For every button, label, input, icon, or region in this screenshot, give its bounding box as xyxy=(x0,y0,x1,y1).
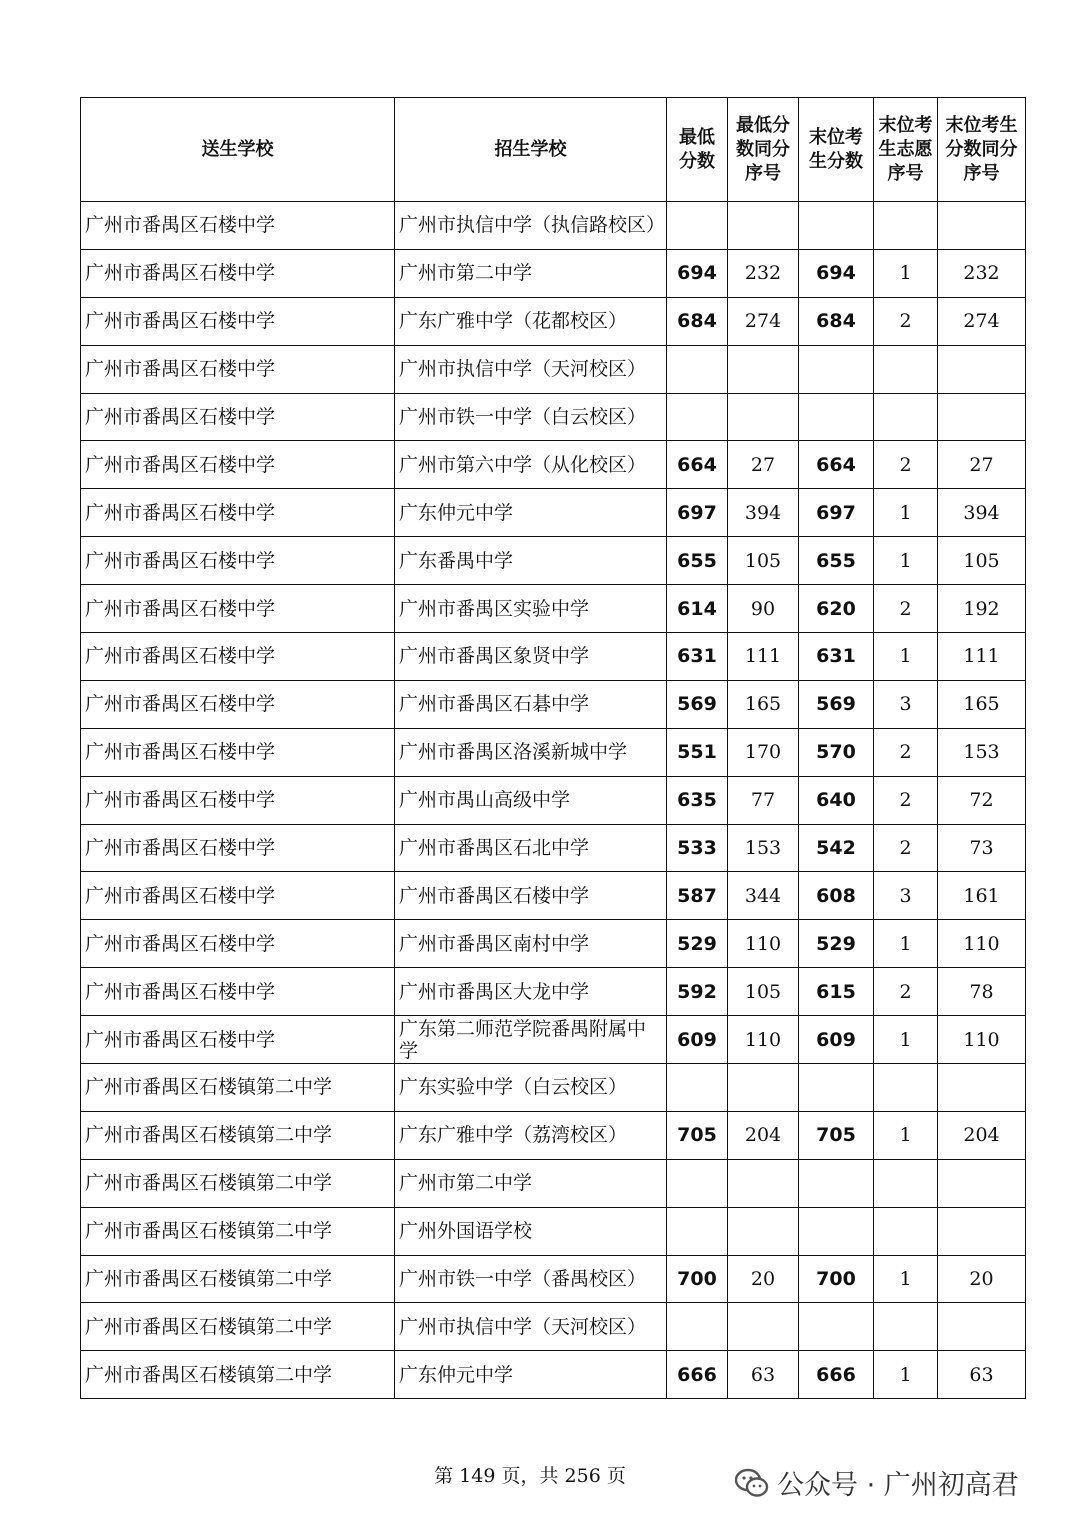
cell-last-pref: 1 xyxy=(874,920,938,968)
cell-last-seq xyxy=(938,1207,1026,1255)
cell-min-score xyxy=(667,1064,728,1112)
cell-last-score xyxy=(799,1159,874,1207)
cell-sending-school: 广州市番禺区石楼镇第二中学 xyxy=(81,1303,395,1351)
cell-last-seq: 153 xyxy=(938,728,1026,776)
cell-min-score-seq: 90 xyxy=(728,585,799,633)
cell-min-score-seq: 344 xyxy=(728,872,799,920)
cell-sending-school: 广州市番禺区石楼中学 xyxy=(81,537,395,585)
cell-receiving-school: 广州市第六中学（从化校区） xyxy=(395,441,667,489)
table-row xyxy=(81,1016,1026,1064)
cell-min-score: 664 xyxy=(667,441,728,489)
cell-last-score: 640 xyxy=(799,776,874,824)
header-min-score-seq: 最低分数同分序号 xyxy=(728,98,799,202)
cell-receiving-school: 广州市番禺区石楼中学 xyxy=(395,872,667,920)
header-last-seq: 末位考生分数同分序号 xyxy=(938,98,1026,202)
table-row xyxy=(81,872,1026,920)
cell-min-score-seq: 274 xyxy=(728,297,799,345)
cell-last-pref xyxy=(874,345,938,393)
cell-min-score: 609 xyxy=(667,1016,728,1064)
cell-receiving-school: 广州市番禺区石北中学 xyxy=(395,824,667,872)
cell-min-score-seq: 77 xyxy=(728,776,799,824)
cell-sending-school: 广州市番禺区石楼中学 xyxy=(81,297,395,345)
cell-last-pref xyxy=(874,1303,938,1351)
cell-last-seq: 78 xyxy=(938,968,1026,1016)
cell-last-pref: 2 xyxy=(874,968,938,1016)
cell-min-score xyxy=(667,393,728,441)
cell-min-score-seq xyxy=(728,345,799,393)
cell-min-score: 551 xyxy=(667,728,728,776)
cell-min-score-seq xyxy=(728,393,799,441)
cell-last-seq: 111 xyxy=(938,633,1026,681)
cell-min-score-seq xyxy=(728,1207,799,1255)
cell-last-seq: 394 xyxy=(938,489,1026,537)
cell-min-score: 655 xyxy=(667,537,728,585)
watermark xyxy=(735,1463,1019,1502)
admission-table xyxy=(80,97,1026,1399)
cell-sending-school: 广州市番禺区石楼中学 xyxy=(81,776,395,824)
cell-last-score: 694 xyxy=(799,249,874,297)
cell-min-score xyxy=(667,345,728,393)
cell-receiving-school: 广州市番禺区象贤中学 xyxy=(395,633,667,681)
cell-last-pref xyxy=(874,1064,938,1112)
cell-sending-school: 广州市番禺区石楼中学 xyxy=(81,728,395,776)
cell-sending-school: 广州市番禺区石楼中学 xyxy=(81,824,395,872)
cell-last-pref xyxy=(874,1207,938,1255)
cell-min-score-seq: 63 xyxy=(728,1351,799,1399)
cell-last-seq: 165 xyxy=(938,680,1026,728)
table-row xyxy=(81,249,1026,297)
cell-receiving-school: 广州市执信中学（执信路校区） xyxy=(395,202,667,250)
cell-last-seq: 110 xyxy=(938,920,1026,968)
table-row xyxy=(81,920,1026,968)
header-sending-school: 送生学校 xyxy=(81,98,395,202)
cell-last-seq: 20 xyxy=(938,1255,1026,1303)
cell-last-score: 570 xyxy=(799,728,874,776)
cell-sending-school: 广州市番禺区石楼镇第二中学 xyxy=(81,1111,395,1159)
cell-last-score: 664 xyxy=(799,441,874,489)
cell-sending-school: 广州市番禺区石楼中学 xyxy=(81,345,395,393)
cell-last-score xyxy=(799,1207,874,1255)
cell-last-seq xyxy=(938,1303,1026,1351)
cell-min-score-seq: 170 xyxy=(728,728,799,776)
cell-last-seq xyxy=(938,393,1026,441)
cell-min-score: 614 xyxy=(667,585,728,633)
cell-last-seq: 72 xyxy=(938,776,1026,824)
table-row xyxy=(81,1111,1026,1159)
cell-min-score: 700 xyxy=(667,1255,728,1303)
cell-min-score-seq xyxy=(728,1159,799,1207)
cell-min-score: 705 xyxy=(667,1111,728,1159)
cell-receiving-school: 广州市执信中学（天河校区） xyxy=(395,345,667,393)
table-row xyxy=(81,537,1026,585)
table-row xyxy=(81,441,1026,489)
cell-last-score xyxy=(799,1064,874,1112)
cell-receiving-school: 广东实验中学（白云校区） xyxy=(395,1064,667,1112)
cell-min-score-seq: 27 xyxy=(728,441,799,489)
cell-receiving-school: 广州市番禺区南村中学 xyxy=(395,920,667,968)
cell-min-score-seq: 20 xyxy=(728,1255,799,1303)
cell-sending-school: 广州市番禺区石楼中学 xyxy=(81,489,395,537)
cell-last-seq: 161 xyxy=(938,872,1026,920)
cell-last-score xyxy=(799,345,874,393)
cell-receiving-school: 广州市第二中学 xyxy=(395,249,667,297)
wechat-icon xyxy=(735,1468,769,1498)
cell-receiving-school: 广东第二师范学院番禺附属中学 xyxy=(395,1016,667,1064)
cell-receiving-school: 广州市铁一中学（番禺校区） xyxy=(395,1255,667,1303)
cell-last-seq: 73 xyxy=(938,824,1026,872)
header-row xyxy=(81,98,1026,202)
cell-min-score-seq: 165 xyxy=(728,680,799,728)
cell-sending-school: 广州市番禺区石楼中学 xyxy=(81,202,395,250)
cell-last-pref: 1 xyxy=(874,1111,938,1159)
cell-sending-school: 广州市番禺区石楼镇第二中学 xyxy=(81,1159,395,1207)
cell-last-score: 620 xyxy=(799,585,874,633)
cell-sending-school: 广州市番禺区石楼中学 xyxy=(81,585,395,633)
cell-receiving-school: 广州市第二中学 xyxy=(395,1159,667,1207)
cell-min-score xyxy=(667,202,728,250)
cell-last-score: 684 xyxy=(799,297,874,345)
cell-receiving-school: 广州市番禺区洛溪新城中学 xyxy=(395,728,667,776)
table-row xyxy=(81,345,1026,393)
cell-sending-school: 广州市番禺区石楼镇第二中学 xyxy=(81,1255,395,1303)
cell-receiving-school: 广东广雅中学（花都校区） xyxy=(395,297,667,345)
cell-last-pref xyxy=(874,202,938,250)
cell-last-score: 631 xyxy=(799,633,874,681)
cell-last-seq xyxy=(938,202,1026,250)
table-row xyxy=(81,728,1026,776)
cell-last-pref: 1 xyxy=(874,537,938,585)
cell-min-score-seq xyxy=(728,202,799,250)
cell-min-score-seq: 394 xyxy=(728,489,799,537)
cell-min-score xyxy=(667,1303,728,1351)
cell-min-score-seq xyxy=(728,1303,799,1351)
cell-min-score-seq: 232 xyxy=(728,249,799,297)
cell-last-score xyxy=(799,1303,874,1351)
table-body xyxy=(81,202,1026,1399)
cell-min-score: 592 xyxy=(667,968,728,1016)
cell-min-score-seq: 105 xyxy=(728,537,799,585)
cell-sending-school: 广州市番禺区石楼中学 xyxy=(81,393,395,441)
cell-sending-school: 广州市番禺区石楼中学 xyxy=(81,633,395,681)
cell-last-score: 705 xyxy=(799,1111,874,1159)
cell-min-score: 587 xyxy=(667,872,728,920)
cell-last-pref: 1 xyxy=(874,489,938,537)
cell-last-pref: 3 xyxy=(874,872,938,920)
watermark-text: 公众号 · 广州初高君 xyxy=(777,1470,1019,1501)
table-row xyxy=(81,393,1026,441)
cell-last-score xyxy=(799,202,874,250)
cell-last-score: 655 xyxy=(799,537,874,585)
header-min-score: 最低分数 xyxy=(667,98,728,202)
cell-min-score xyxy=(667,1159,728,1207)
cell-last-score xyxy=(799,393,874,441)
cell-min-score: 697 xyxy=(667,489,728,537)
cell-min-score-seq: 110 xyxy=(728,920,799,968)
cell-last-pref: 2 xyxy=(874,824,938,872)
table-row xyxy=(81,968,1026,1016)
cell-last-pref: 1 xyxy=(874,633,938,681)
cell-last-score: 615 xyxy=(799,968,874,1016)
cell-receiving-school: 广东仲元中学 xyxy=(395,489,667,537)
table-row xyxy=(81,585,1026,633)
cell-last-seq: 110 xyxy=(938,1016,1026,1064)
page-number: 第 149 页，共 256 页 xyxy=(434,1465,626,1487)
header-last-score: 末位考生分数 xyxy=(799,98,874,202)
cell-last-pref: 3 xyxy=(874,680,938,728)
table-row xyxy=(81,1255,1026,1303)
table-row xyxy=(81,633,1026,681)
cell-last-score: 697 xyxy=(799,489,874,537)
cell-receiving-school: 广东仲元中学 xyxy=(395,1351,667,1399)
cell-sending-school: 广州市番禺区石楼镇第二中学 xyxy=(81,1064,395,1112)
cell-last-pref: 1 xyxy=(874,1016,938,1064)
cell-receiving-school: 广州市番禺区大龙中学 xyxy=(395,968,667,1016)
cell-min-score: 631 xyxy=(667,633,728,681)
header-receiving-school: 招生学校 xyxy=(395,98,667,202)
cell-min-score: 529 xyxy=(667,920,728,968)
cell-sending-school: 广州市番禺区石楼中学 xyxy=(81,680,395,728)
cell-sending-school: 广州市番禺区石楼镇第二中学 xyxy=(81,1351,395,1399)
cell-min-score: 533 xyxy=(667,824,728,872)
cell-last-seq: 232 xyxy=(938,249,1026,297)
table-row xyxy=(81,680,1026,728)
cell-min-score: 694 xyxy=(667,249,728,297)
cell-last-pref: 2 xyxy=(874,585,938,633)
cell-receiving-school: 广州外国语学校 xyxy=(395,1207,667,1255)
cell-min-score: 666 xyxy=(667,1351,728,1399)
cell-receiving-school: 广州市番禺区石碁中学 xyxy=(395,680,667,728)
cell-min-score-seq: 105 xyxy=(728,968,799,1016)
cell-last-pref xyxy=(874,1159,938,1207)
cell-last-score: 609 xyxy=(799,1016,874,1064)
cell-min-score: 684 xyxy=(667,297,728,345)
cell-last-pref: 2 xyxy=(874,728,938,776)
table-row xyxy=(81,1351,1026,1399)
cell-sending-school: 广州市番禺区石楼中学 xyxy=(81,441,395,489)
cell-last-seq xyxy=(938,1159,1026,1207)
cell-receiving-school: 广州市禺山高级中学 xyxy=(395,776,667,824)
cell-last-pref: 1 xyxy=(874,1255,938,1303)
cell-last-score: 529 xyxy=(799,920,874,968)
cell-min-score xyxy=(667,1207,728,1255)
cell-min-score: 635 xyxy=(667,776,728,824)
cell-last-seq: 27 xyxy=(938,441,1026,489)
cell-min-score: 569 xyxy=(667,680,728,728)
cell-min-score-seq xyxy=(728,1064,799,1112)
cell-receiving-school: 广州市番禺区实验中学 xyxy=(395,585,667,633)
cell-last-seq xyxy=(938,345,1026,393)
table-row xyxy=(81,1303,1026,1351)
cell-receiving-school: 广州市执信中学（天河校区） xyxy=(395,1303,667,1351)
cell-min-score-seq: 111 xyxy=(728,633,799,681)
cell-min-score-seq: 204 xyxy=(728,1111,799,1159)
cell-receiving-school: 广州市铁一中学（白云校区） xyxy=(395,393,667,441)
cell-sending-school: 广州市番禺区石楼中学 xyxy=(81,920,395,968)
cell-last-seq: 192 xyxy=(938,585,1026,633)
cell-last-pref: 2 xyxy=(874,441,938,489)
cell-sending-school: 广州市番禺区石楼镇第二中学 xyxy=(81,1207,395,1255)
cell-sending-school: 广州市番禺区石楼中学 xyxy=(81,1016,395,1064)
cell-last-score: 666 xyxy=(799,1351,874,1399)
cell-last-pref: 2 xyxy=(874,297,938,345)
cell-last-score: 608 xyxy=(799,872,874,920)
cell-min-score-seq: 153 xyxy=(728,824,799,872)
cell-last-seq: 274 xyxy=(938,297,1026,345)
table-row xyxy=(81,202,1026,250)
table-row xyxy=(81,824,1026,872)
table-row xyxy=(81,1207,1026,1255)
cell-last-seq: 63 xyxy=(938,1351,1026,1399)
cell-last-score: 700 xyxy=(799,1255,874,1303)
cell-last-pref xyxy=(874,393,938,441)
cell-sending-school: 广州市番禺区石楼中学 xyxy=(81,968,395,1016)
cell-sending-school: 广州市番禺区石楼中学 xyxy=(81,249,395,297)
table-row xyxy=(81,1064,1026,1112)
table-row xyxy=(81,1159,1026,1207)
table-row xyxy=(81,297,1026,345)
cell-last-seq: 105 xyxy=(938,537,1026,585)
cell-last-score: 569 xyxy=(799,680,874,728)
cell-receiving-school: 广东番禺中学 xyxy=(395,537,667,585)
header-last-pref: 末位考生志愿序号 xyxy=(874,98,938,202)
cell-last-score: 542 xyxy=(799,824,874,872)
cell-last-seq: 204 xyxy=(938,1111,1026,1159)
table-row xyxy=(81,489,1026,537)
cell-last-pref: 1 xyxy=(874,1351,938,1399)
cell-last-seq xyxy=(938,1064,1026,1112)
cell-sending-school: 广州市番禺区石楼中学 xyxy=(81,872,395,920)
table-row xyxy=(81,776,1026,824)
cell-min-score-seq: 110 xyxy=(728,1016,799,1064)
cell-last-pref: 2 xyxy=(874,776,938,824)
cell-receiving-school: 广东广雅中学（荔湾校区） xyxy=(395,1111,667,1159)
cell-last-pref: 1 xyxy=(874,249,938,297)
